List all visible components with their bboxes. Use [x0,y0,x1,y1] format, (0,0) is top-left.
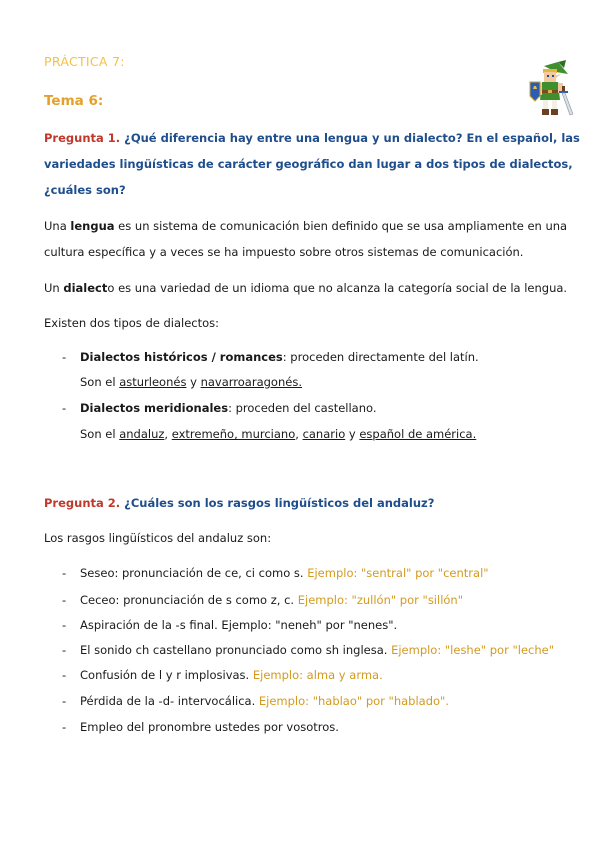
bullet-dash: - [62,643,67,657]
paragraph-rasgos: Los rasgos lingüísticos del andaluz son: [44,531,272,545]
rasgo-text: Seseo: pronunciación de ce, ci como s. [80,566,308,580]
rasgo-seseo [80,566,489,580]
bullet-meridionales-sub [80,427,476,441]
bullet-dash: - [62,401,67,415]
question-1-line-2: variedades lingüísticas de carácter geográfico dan lugar a dos tipos de dialectos, [44,157,573,171]
underlined-asturleones: asturleonés [119,375,187,389]
term-dialecto: dialect [63,281,108,295]
rasgo-text: Confusión de l y r implosivas. [80,668,253,682]
text: y [186,375,201,389]
bullet-dash: - [62,694,67,708]
paragraph-tipos: Existen dos tipos de dialectos: [44,316,220,330]
rasgo-ustedes [80,720,339,734]
practica-heading: PRÁCTICA 7: [44,54,125,69]
rasgo-ch [80,643,554,657]
bullet-historicos [80,350,479,364]
bullet-meridionales [80,401,377,415]
rasgo-text: Empleo del pronombre ustedes por vosotros. [80,720,339,734]
rasgo-ceceo [80,593,463,607]
question-2 [44,496,434,510]
bullet-dash: - [62,593,67,607]
text: y [345,427,360,441]
rasgo-d [80,694,449,708]
bullet-text: : proceden directamente del latín. [282,350,479,364]
rasgo-lr [80,668,383,682]
rasgo-text: Ceceo: pronunciación de s como z, c. [80,593,298,607]
text: Una [44,219,71,233]
link-character-icon [528,56,576,118]
rasgo-text: Pérdida de la -d- intervocálica. [80,694,259,708]
text: Son el [80,375,120,389]
paragraph-lengua-line-1 [44,219,567,233]
rasgo-example: Ejemplo: "hablao" por "hablado". [258,694,450,708]
text: Son el [80,427,120,441]
underlined-navarroaragones: navarroaragonés. [200,375,302,389]
question-1-line-1 [44,131,580,145]
text: , [295,427,303,441]
text: es un sistema de comunicación bien definido que se usa ampliamente en una [114,219,568,233]
rasgo-aspiracion [80,618,397,632]
question-1-label: Pregunta 1. [44,131,121,145]
rasgo-text: Aspiración de la -s final. Ejemplo: "neneh" por "nenes". [80,618,398,632]
underlined-andaluz: andaluz [119,427,165,441]
bullet-dash: - [62,720,67,734]
rasgo-example: Ejemplo: alma y arma. [252,668,383,682]
rasgo-example: Ejemplo: "zullón" por "sillón" [297,593,464,607]
rasgo-example: Ejemplo: "leshe" por "leche" [391,643,554,657]
bullet-dash: - [62,618,67,632]
bullet-dash: - [62,350,67,364]
paragraph-lengua-line-2: cultura específica y a veces se ha impuesto sobre otros sistemas de comunicación. [44,245,524,259]
bullet-dash: - [62,566,67,580]
text: o es una variedad de un idioma que no alcanza la categoría social de la lengua. [107,281,568,295]
term-lengua: lengua [70,219,115,233]
question-2-text: ¿Cuáles son los rasgos lingüísticos del andaluz? [124,496,435,510]
question-1-line-3: ¿cuáles son? [44,183,126,197]
bullet-historicos-sub [80,375,302,389]
bullet-title: Dialectos meridionales [80,401,229,415]
underlined-canario: canario [302,427,346,441]
bullet-text: : proceden del castellano. [228,401,377,415]
tema-heading: Tema 6: [44,93,104,109]
bullet-dash: - [62,668,67,682]
text: , [164,427,172,441]
underlined-espanol-america: español de américa. [359,427,477,441]
paragraph-dialecto [44,281,567,295]
rasgo-example: Ejemplo: "sentral" por "central" [307,566,489,580]
question-1-text-1: ¿Qué diferencia hay entre una lengua y un dialecto? En el español, las [124,131,580,145]
question-2-label: Pregunta 2. [44,496,121,510]
bullet-title: Dialectos históricos / romances [80,350,283,364]
text: Un [44,281,64,295]
underlined-extremeno-murciano: extremeño, murciano [171,427,296,441]
rasgo-text: El sonido ch castellano pronunciado como sh inglesa. [80,643,392,657]
